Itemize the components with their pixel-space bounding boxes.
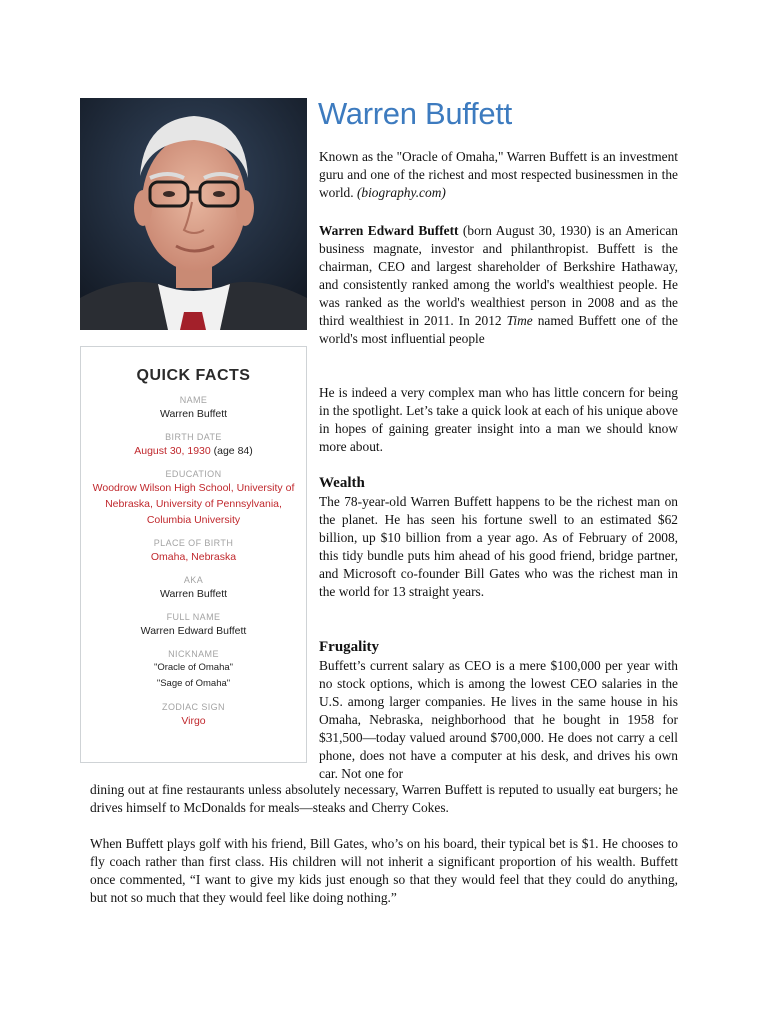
fact-label: PLACE OF BIRTH <box>153 538 234 548</box>
page-title: Warren Buffett <box>318 96 512 131</box>
intro-source: (biography.com) <box>356 185 446 200</box>
frugality-continued-text: dining out at fine restaurants unless absolutely necessary, Warren Buffett is reputed to usually eat burgers; he drives himself to McDonalds for meals—steaks and Cherry Cokes. <box>90 782 678 815</box>
complex-text: He is indeed a very complex man who has little concern for being in the spotlight. Let’s take a quick look at each of his unique above in hopes of gaining greater insight into a man we should know more about. <box>319 385 678 454</box>
frugality-heading: Frugality <box>319 639 379 655</box>
fact-value: "Sage of Omaha" <box>156 678 231 689</box>
intro-text: Known as the "Oracle of Omaha," Warren Buffett is an investment guru and one of the richest and most respected businessmen in the world. <box>319 149 678 200</box>
fact-nickname <box>81 648 306 692</box>
place-of-birth-link[interactable]: Omaha, Nebraska <box>150 551 237 563</box>
fact-label: BIRTH DATE <box>165 432 222 442</box>
intro-paragraph <box>319 148 678 202</box>
fact-aka <box>81 574 306 602</box>
portrait-photo <box>80 98 307 330</box>
wealth-section <box>319 473 678 601</box>
fact-name <box>81 394 306 422</box>
fact-value: "Oracle of Omaha" <box>153 662 234 673</box>
fact-label: ZODIAC SIGN <box>162 702 225 712</box>
fact-label: EDUCATION <box>165 469 222 479</box>
zodiac-sign-link[interactable]: Virgo <box>181 715 206 727</box>
complex-paragraph <box>319 384 678 456</box>
education-link[interactable]: Woodrow Wilson High School, University of Nebraska, University of Pennsylvania, Columbia University <box>92 482 295 526</box>
birth-age: (age 84) <box>210 445 253 457</box>
bio-paragraph <box>319 222 678 348</box>
fact-value: Warren Buffett <box>159 588 228 600</box>
bio-text-1: (born August 30, 1930) is an American business magnate, investor and philanthropist. Buffett is the chairman, CEO and largest shareholder of Berkshire Hathaway, and consistently ranked among the world's wealthiest people. He was ranked as the world's wealthiest person in 2008 and as the third wealthiest in 2011. In 2012 <box>319 223 678 328</box>
frugality-section <box>319 637 678 783</box>
fact-full-name <box>81 611 306 639</box>
fact-label: NAME <box>179 395 208 405</box>
fact-label: FULL NAME <box>166 612 221 622</box>
golf-text: When Buffett plays golf with his friend, Bill Gates, who’s on his board, their typical bet is $1. He chooses to fly coach rather than first class. His children will not inherit a significant proportion of his wealth. Buffett once commented, “I want to give my kids just enough so that they would feel that they could do anything, but not so much that they would feel like doing nothing.” <box>90 836 678 905</box>
fact-value: Warren Edward Buffett <box>140 625 247 637</box>
fact-label: AKA <box>183 575 204 585</box>
frugality-text: Buffett’s current salary as CEO is a mere $100,000 per year with no stock options, which is among the lowest CEO salaries in the U.S. among larger companies. He lives in the same house in his Omaha, Nebraska, neighborhood that he bought in 1958 for $31,500—today valued around $700,000. He does not carry a cell phone, does not have a computer at his desk, and drives his own car. Not one for <box>319 658 678 781</box>
fact-label: NICKNAME <box>168 649 219 659</box>
quick-facts-box <box>80 346 307 763</box>
wealth-heading: Wealth <box>319 475 365 491</box>
fact-place-of-birth <box>81 537 306 565</box>
frugality-continued <box>90 781 678 817</box>
bio-bold-name: Warren Edward Buffett <box>319 223 459 238</box>
fact-education <box>81 468 306 528</box>
wealth-text: The 78-year-old Warren Buffett happens to be the richest man on the planet. He has seen his fortune swell to an estimated $62 billion, up $10 billion from a year ago. As of February of 2008, this tidy bundle puts him ahead of his good friend, bridge partner, and Microsoft co-founder Bill Gates who was the richest man in the world for 13 straight years. <box>319 494 678 599</box>
fact-zodiac-sign <box>81 701 306 729</box>
fact-value <box>81 443 306 459</box>
birth-date-link[interactable]: August 30, 1930 <box>134 445 211 457</box>
quick-facts-heading: QUICK FACTS <box>136 367 251 384</box>
bio-text-2: named Buffett one of the world's most influential people <box>319 313 679 346</box>
fact-birth-date <box>81 431 306 459</box>
bio-italic: Time <box>506 313 533 328</box>
portrait-illustration <box>80 98 307 330</box>
golf-paragraph <box>90 835 678 907</box>
fact-value: Warren Buffett <box>159 408 228 420</box>
